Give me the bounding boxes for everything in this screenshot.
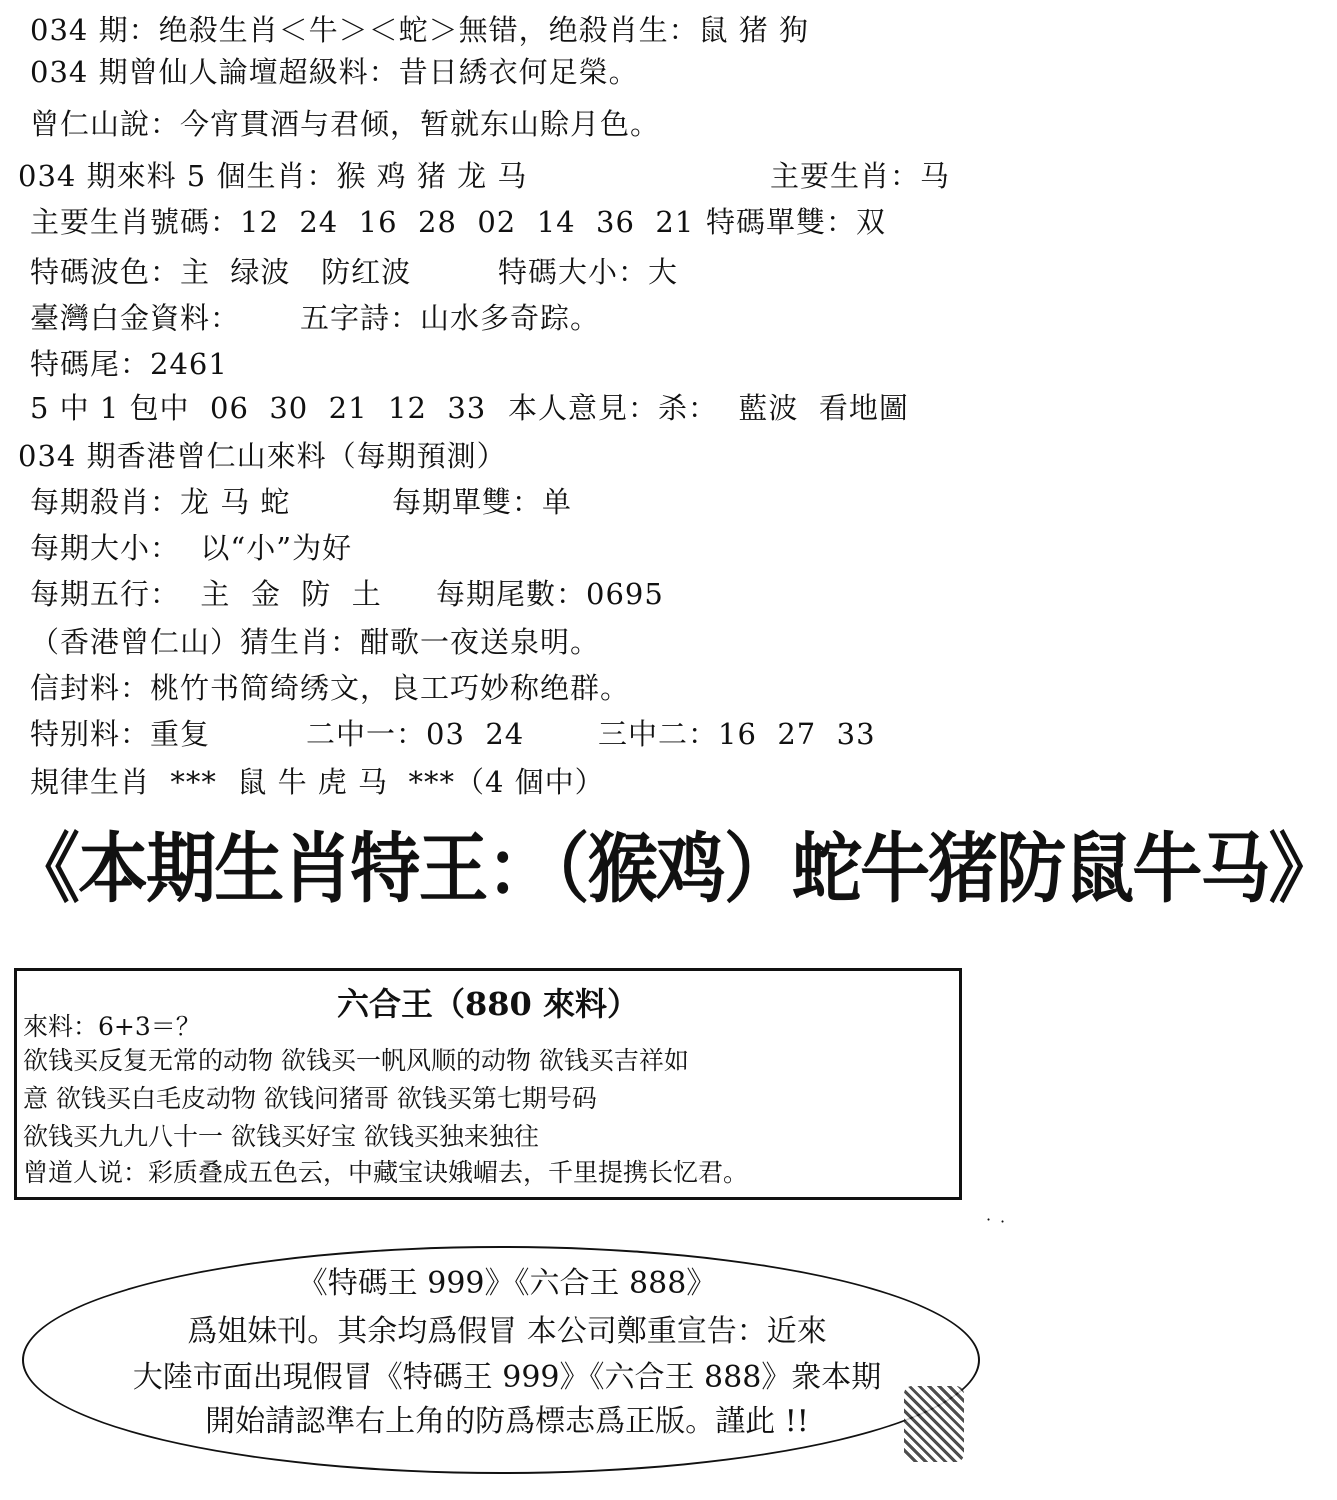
text-line-11: 每期殺肖：龙 马 蛇 — [30, 485, 291, 519]
headline: 《本期生肖特王：（猴鸡）蛇牛猪防鼠牛马》 — [10, 824, 1337, 913]
box-line-5: 曾道人说：彩质叠成五色云，中藏宝诀娥嵋去，千里提携长忆君。 — [23, 1158, 749, 1187]
opinion: 本人意見：杀： 藍波 看地圖 — [508, 391, 909, 425]
three-of-two: 三中二：16 27 33 — [598, 717, 876, 751]
text-line-9: 5 中 1 包中 06 30 21 12 33 — [30, 391, 487, 425]
notice-line-3: 大陸市面出現假冒《特碼王 999》《六合王 888》衆本期 — [132, 1360, 882, 1395]
text-line-2: 034 期曾仙人論壇超級料：昔日綉衣何足榮。 — [30, 55, 639, 89]
tail-numbers: 每期尾數：0695 — [436, 577, 664, 611]
anti-counterfeit-stamp — [904, 1386, 964, 1462]
text-line-12: 每期大小： 以“小”为好 — [30, 531, 353, 565]
notice-line-2: 爲姐妹刊。其余均爲假冒 本公司鄭重宣告：近來 — [187, 1314, 827, 1349]
text-line-17-cut: 規律生肖 *** 鼠 牛 虎 马 ***（4 個中） — [30, 765, 605, 799]
notice-line-1: 《特碼王 999》《六合王 888》 — [297, 1266, 717, 1301]
text-line-13: 每期五行： 主 金 防 土 — [30, 577, 382, 611]
text-line-1: 034 期：绝殺生肖＜牛＞＜蛇＞無错，绝殺肖生：鼠 猪 狗 — [30, 13, 810, 47]
liuhe-box — [14, 968, 962, 1200]
text-line-15: 信封料：桃竹书简绮绣文，良工巧妙称绝群。 — [30, 671, 631, 705]
speck: · — [986, 1210, 992, 1229]
main-zodiac: 主要生肖：马 — [770, 159, 951, 193]
notice-line-4: 開始請認準右上角的防爲標志爲正版。謹此 !! — [205, 1404, 809, 1439]
text-line-5: 主要生肖號碼：12 24 16 28 02 14 36 21 — [30, 205, 695, 239]
text-line-7: 臺灣白金資料： — [30, 301, 241, 335]
five-char-poem: 五字詩：山水多奇踪。 — [300, 301, 601, 335]
text-line-8: 特碼尾：2461 — [30, 347, 228, 381]
text-line-14: （香港曾仁山）猜生肖：酣歌一夜送泉明。 — [30, 625, 601, 659]
two-of-one: 二中一：03 24 — [306, 717, 525, 751]
box-line-3: 意 欲钱买白毛皮动物 欲钱问猪哥 欲钱买第七期号码 — [23, 1084, 597, 1113]
odd-even: 特碼單雙：双 — [706, 205, 887, 239]
text-line-3: 曾仁山說：今宵貫酒与君倾，暂就东山賒月色。 — [30, 107, 661, 141]
text-line-10: 034 期香港曾仁山來料（每期預測） — [18, 439, 507, 473]
box-title: 六合王（880 來料） — [337, 985, 639, 1023]
size: 特碼大小：大 — [498, 255, 679, 289]
text-line-6: 特碼波色：主 绿波 防红波 — [30, 255, 412, 289]
text-line-4: 034 期來料 5 個生肖：猴 鸡 猪 龙 马 — [18, 159, 528, 193]
speck: · — [1000, 1212, 1006, 1231]
box-line-2: 欲钱买反复无常的动物 欲钱买一帆风顺的动物 欲钱买吉祥如 — [23, 1046, 689, 1075]
box-line-4: 欲钱买九九八十一 欲钱买好宝 欲钱买独来独往 — [23, 1122, 539, 1151]
period-odd-even: 每期單雙：单 — [392, 485, 573, 519]
box-line-1: 來料：6+3＝？ — [23, 1012, 201, 1041]
text-line-16: 特别料：重复 — [30, 717, 211, 751]
